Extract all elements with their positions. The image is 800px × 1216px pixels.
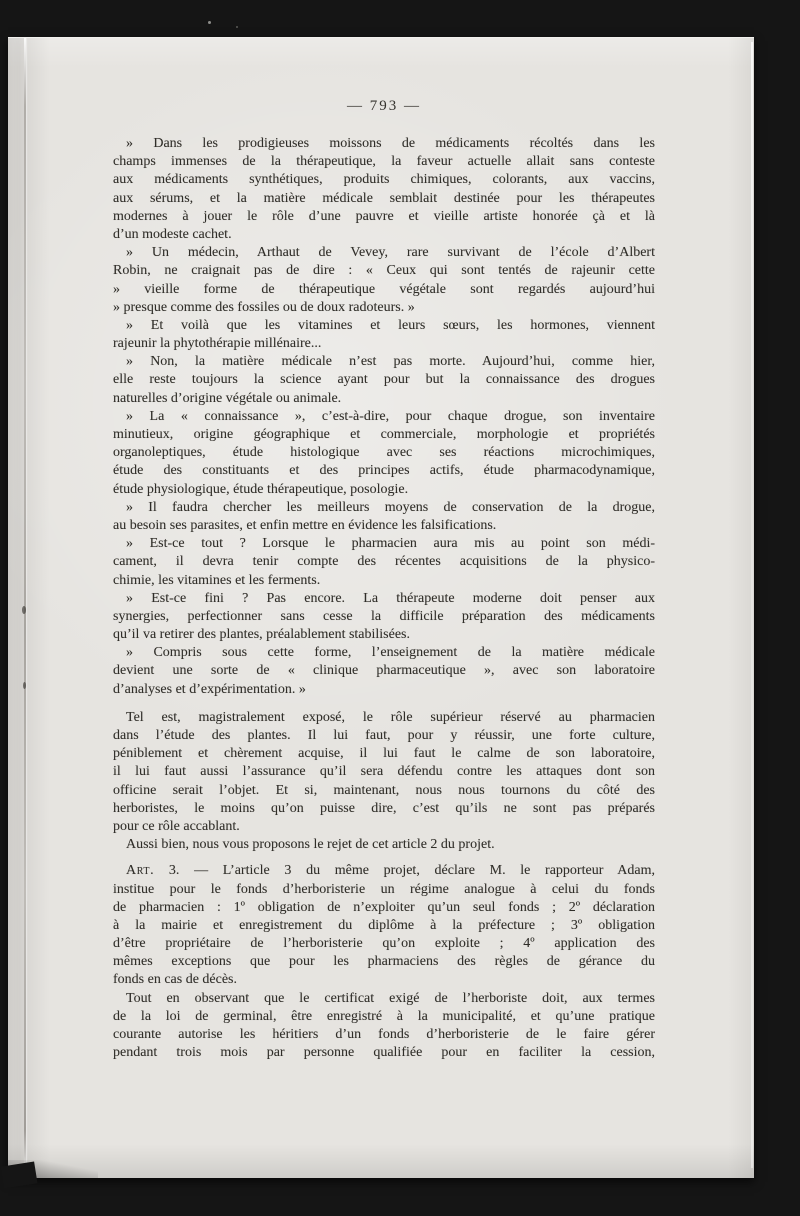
text-line: cament, il devra tenir compte des récentes acquisitions de la physico- [113, 554, 655, 570]
text-line: pendant trois mois par personne qualifiée pour en faciliter la cession, [113, 1045, 655, 1061]
page-text [113, 135, 655, 1062]
text-line: péniblement et chèrement acquise, il lui faut le calme de son laboratoire, [113, 746, 655, 762]
text-line: minutieux, origine géographique et commerciale, morphologie et propriétés [113, 427, 655, 442]
text-line: Art. 3. — L’article 3 du même projet, déclare M. le rapporteur Adam, [126, 863, 655, 879]
paragraph [113, 535, 655, 590]
page-number: — 793 — [347, 98, 421, 114]
article-label: Art. [126, 863, 155, 879]
text-line: elle reste toujours la science ayant pour but la connaissance des drogues [113, 372, 655, 388]
text-line: » Est-ce tout ? Lorsque le pharmacien aura mis au point son médi- [126, 536, 655, 552]
crease-mark [23, 682, 26, 689]
text-line: étude des constituants et des principes actifs, étude pharmacodynamique, [113, 463, 655, 479]
text-line: d’un modeste cachet. [113, 226, 232, 242]
text-line: pour ce rôle accablant. [113, 818, 240, 834]
text-line: fonds en cas de décès. [113, 972, 238, 988]
crease-mark [22, 606, 26, 614]
paragraph [113, 836, 655, 854]
paragraph [113, 990, 655, 1063]
text-line: » Un médecin, Arthaut de Vevey, rare survivant de l’école d’Albert [126, 245, 655, 261]
text-line: modernes à jouer le rôle d’une pauvre et vieille artiste honorée çà et là [113, 208, 655, 224]
text-line: organoleptiques, étude histologique avec ses réactions microchimiques, [113, 445, 655, 461]
paragraph [113, 317, 655, 353]
text-line: synergies, perfectionner sans cesse la difficile préparation des médicaments [113, 608, 655, 624]
paragraph [113, 499, 655, 535]
text-line: qu’il va retirer des plantes, préalablement stabilisées. [113, 627, 411, 643]
text-line: officine serait l’objet. Et si, maintenant, nous nous tournons du côté des [113, 782, 655, 798]
text-line: » Est-ce fini ? Pas encore. La thérapeute moderne doit penser aux [126, 590, 655, 606]
paragraph [113, 408, 655, 499]
paragraph [113, 135, 655, 244]
text-line: chimie, les vitamines et les ferments. [113, 572, 321, 588]
paragraph [113, 862, 655, 989]
text-line: » Non, la matière médicale n’est pas morte. Aujourd’hui, comme hier, [126, 354, 655, 370]
text-line: étude physiologique, étude thérapeutique, posologie. [113, 481, 409, 497]
text-line: aux médicaments synthétiques, produits chimiques, colorants, aux vaccins, [113, 172, 655, 188]
text-line: » Dans les prodigieuses moissons de médicaments récoltés dans les [126, 136, 655, 151]
text-line: courante autorise les héritiers d’un fonds d’herboristerie de le faire gérer [113, 1027, 655, 1042]
text-line: champs immenses de la thérapeutique, la faveur actuelle allait sans conteste [113, 154, 655, 170]
text-line: d’être propriétaire de l’herboristerie qu’on exploite ; 4º application des [113, 936, 655, 952]
paragraph [113, 709, 655, 836]
text-line: » La « connaissance », c’est-à-dire, pour chaque drogue, son inventaire [126, 408, 655, 424]
text-line: devient une sorte de « clinique pharmaceutique », avec son laboratoire [113, 663, 655, 679]
text-line: institue pour le fonds d’herboristerie un régime analogue à celui du fonds [113, 881, 655, 897]
text-line: de pharmacien : 1º obligation de n’exploiter qu’un seul fonds ; 2º déclaration [113, 899, 655, 915]
page-corner-shadow [0, 1161, 37, 1188]
text-line: naturelles d’origine végétale ou animale. [113, 390, 342, 406]
paragraph [113, 244, 655, 317]
text-line: herboristes, le moins qu’on puisse dire, c’est qu’ils ne sont pas préparés [113, 800, 655, 816]
text-line: au besoin ses parasites, et enfin mettre en évidence les falsifications. [113, 517, 497, 533]
text-line: » vieille forme de thérapeutique végétale sont regardés aujourd’hui [113, 281, 655, 297]
text-line: Robin, ne craignait pas de dire : « Ceux qui sont tentés de rajeunir cette [113, 263, 655, 279]
text-line: rajeunir la phytothérapie millénaire... [113, 336, 322, 352]
paragraph [113, 353, 655, 408]
text-line: » Il faudra chercher les meilleurs moyens de conservation de la drogue, [126, 499, 655, 515]
text-line: dans l’étude des plantes. Il lui faut, pour y réussir, une forte culture, [113, 728, 655, 743]
book-page [8, 37, 754, 1178]
dust-speck [236, 26, 238, 28]
page-edge-highlight [751, 42, 753, 1168]
text-line: mêmes exceptions que pour les pharmaciens des règles de gérance du [113, 954, 655, 970]
text-line: il lui faut aussi l’assurance qu’il sera défendu contre les attaques dont son [113, 764, 655, 780]
dust-speck [208, 21, 211, 24]
text-line: Tel est, magistralement exposé, le rôle supérieur réservé au pharmacien [126, 709, 655, 725]
text-line: aux sérums, et la matière médicale semblait destinée pour les thérapeutes [113, 190, 655, 206]
text-line: Tout en observant que le certificat exigé de l’herboriste doit, aux termes [126, 990, 655, 1006]
text-line: » Compris sous cette forme, l’enseignement de la matière médicale [126, 645, 655, 661]
text-line: de la loi de germinal, être enregistré à la municipalité, et qu’une pratique [113, 1008, 655, 1024]
paragraph [113, 644, 655, 699]
text-line: » presque comme des fossiles ou de doux radoteurs. » [113, 299, 415, 315]
paragraph [113, 590, 655, 645]
text-line: Aussi bien, nous vous proposons le rejet de cet article 2 du projet. [126, 837, 495, 853]
text-line: à la mairie et enregistrement du diplôme à la préfecture ; 3º obligation [113, 917, 655, 933]
text-line: d’analyses et d’expérimentation. » [113, 681, 306, 697]
text-line: » Et voilà que les vitamines et leurs sœurs, les hormones, viennent [126, 317, 655, 333]
